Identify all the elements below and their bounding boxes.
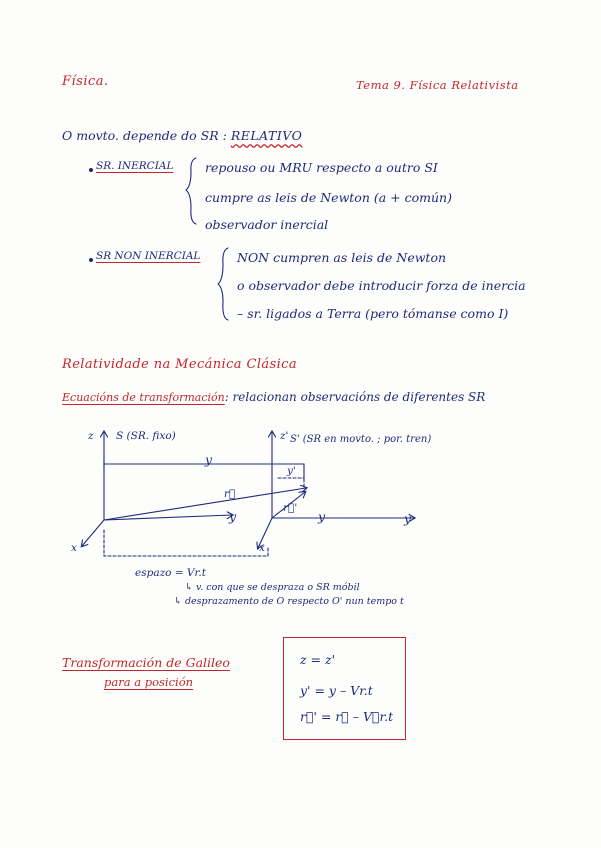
y-prime-box [276, 464, 304, 478]
topic-heading: Tema 9. Física Relativista [356, 78, 519, 92]
non-inertial-label: SR NON INERCIAL [96, 250, 201, 262]
inertial-point-1: repouso ou MRU respecto a outro SI [205, 160, 438, 175]
y-prime-box-label: y' [287, 465, 296, 477]
s-prime-x-axis [258, 518, 272, 548]
x-prime-label: x [259, 542, 265, 554]
inertial-point-3: observador inercial [205, 217, 329, 232]
equation-2: y' = y – Vr.t [300, 683, 373, 698]
frame-s-label: S (SR. fixo) [116, 430, 176, 442]
non-inertial-point-1: NON cumpren as leis de Newton [237, 250, 447, 265]
non-inertial-brace [218, 248, 228, 320]
y-axis-label: y [229, 509, 237, 524]
non-inertial-point-2: o observador debe introducir forza de inercia [237, 278, 526, 293]
subtitle-keyword: Ecuacións de transformación [62, 391, 225, 404]
r-vector-label: r⃗ [224, 488, 236, 500]
diagram-note-2: ↳ desprazamento de O respecto O' nun tempo t [174, 596, 404, 607]
diagram-note-1: ↳ v. con que se despraza o SR móbil [185, 582, 360, 593]
galileo-subtitle: para a posición [104, 675, 194, 689]
s-x-axis [82, 520, 104, 546]
r-prime-vector [272, 492, 305, 518]
subject-heading: Física. [62, 74, 109, 89]
subtitle-rest: : relacionan observacións de diferentes SR [224, 390, 486, 404]
frame-s-prime-label: S' (SR en movto. ; por. tren) [290, 434, 432, 445]
z-prime-label: z' [280, 430, 289, 442]
r-prime-vector-label: r⃗' [283, 502, 298, 514]
x-label: x [71, 542, 77, 554]
y-axis-prime-label: y [318, 509, 326, 524]
inertial-label: SR. INERCIAL [96, 160, 174, 172]
inertial-point-2: cumpre as leis de Newton (a + común) [205, 190, 452, 205]
galileo-title: Transformación de Galileo [62, 655, 230, 670]
y-top-label: y [205, 452, 213, 467]
espazo-bracket [104, 530, 268, 556]
equation-3: r⃗' = r⃗ – V⃗r.t [300, 709, 394, 724]
section-title: Relatividade na Mecánica Clásica [62, 357, 297, 372]
equation-1: z = z' [300, 652, 336, 667]
relativo-keyword: RELATIVO [230, 128, 303, 143]
z-label: z [88, 430, 94, 442]
inertial-brace [186, 158, 196, 224]
y-far-label: y [404, 511, 412, 526]
espazo-label: espazo = Vr.t [135, 567, 206, 579]
intro-text: O movto. depende do SR : [62, 128, 227, 143]
non-inertial-point-3: – sr. ligados a Terra (pero tómanse como I) [237, 306, 509, 321]
